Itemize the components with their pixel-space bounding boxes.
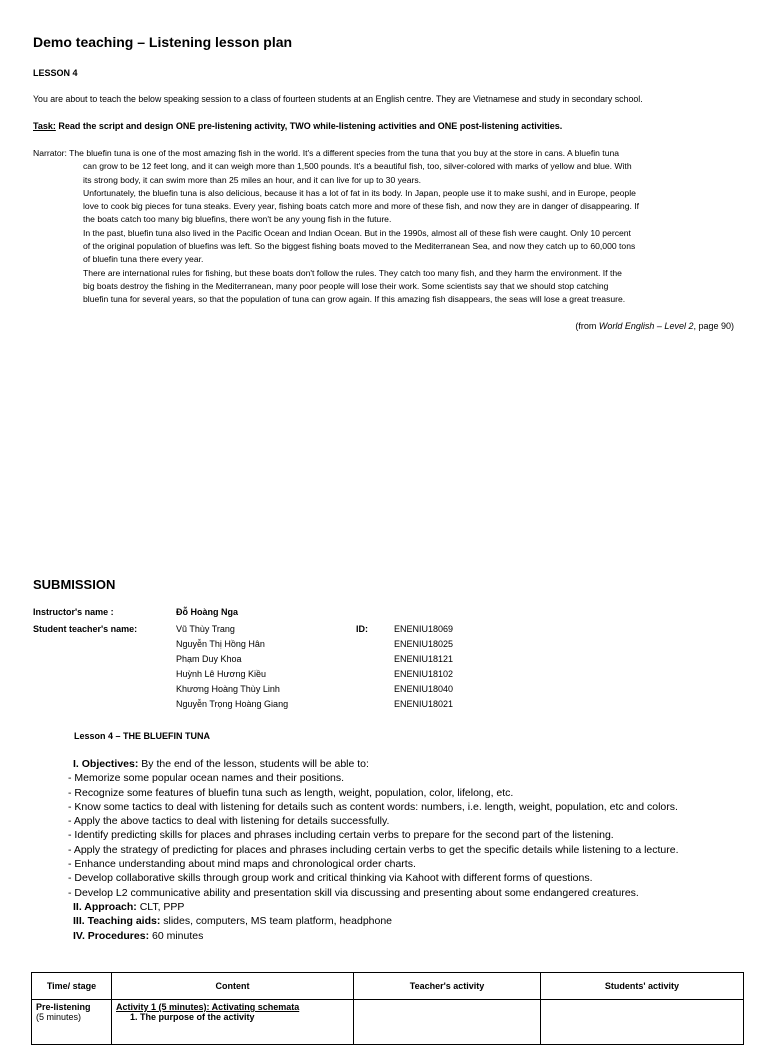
- narrator-line: Unfortunately, the bluefin tuna is also delicious, because it has a lot of fat in its body. In Japan, people use it to make sushi, and in Europe, people: [83, 187, 636, 198]
- task-label: Task:: [33, 121, 56, 131]
- instructor-name: Đỗ Hoàng Nga: [176, 607, 238, 617]
- table-header: Content: [112, 973, 354, 1000]
- procedures-label: IV. Procedures:: [73, 929, 150, 942]
- narrator-line: love to cook big pieces for tuna steaks. Every year, fishing boats catch more and more of these fish, and now they are in danger of disappearing. If: [83, 201, 640, 212]
- narrator-line: the boats catch too many big bluefins, there won't be any young fish in the future.: [83, 214, 392, 225]
- citation: (from World English – Level 2, page 90): [575, 321, 734, 331]
- narrator-label: Narrator:: [33, 148, 67, 158]
- student-id: ENENIU18021: [394, 699, 454, 709]
- narrator-line: There are international rules for fishing, but these boats don't follow the rules. They catch too many fish, and they harm the environment. If the: [83, 267, 622, 278]
- task-statement: [33, 121, 562, 131]
- approach-line: II. Approach: CLT, PPP: [73, 900, 185, 913]
- narrator-line: of bluefin tuna there every year.: [83, 254, 204, 265]
- table-header: Teacher's activity: [354, 973, 541, 1000]
- student-name: Phạm Duy Khoa: [176, 654, 242, 664]
- table-header: Students' activity: [541, 973, 744, 1000]
- student-name: Khương Hoàng Thùy Linh: [176, 684, 280, 694]
- activity-title: Activity 1 (5 minutes): Activating schemata: [116, 1002, 300, 1012]
- stage-time: (5 minutes): [36, 1012, 82, 1022]
- narrator-script: [33, 147, 743, 307]
- student-id: ENENIU18102: [394, 669, 454, 679]
- narrator-line: In the past, bluefin tuna also lived in the Pacific Ocean and Indian Ocean. But in the 1990s, almost all of these fish were caught. Only 10 percent: [83, 227, 631, 238]
- objective-item: - Know some tactics to deal with listening for details such as content words: numbers, i.e. length, weight, population, etc and colors.: [68, 800, 678, 813]
- lesson-label: LESSON 4: [33, 68, 78, 78]
- approach-label: II. Approach:: [73, 900, 137, 913]
- citation-book: World English – Level 2: [598, 321, 694, 331]
- table-header: Time/ stage: [32, 973, 112, 1000]
- objective-item: - Memorize some popular ocean names and their positions.: [68, 772, 345, 785]
- table-row: [32, 1000, 744, 1045]
- activity-item: 1. The purpose of the activity: [130, 1012, 255, 1022]
- content-cell: [112, 1000, 354, 1045]
- id-label: ID:: [356, 624, 368, 634]
- objective-item: - Recognize some features of bluefin tuna such as length, weight, population, color, lifelong, etc.: [68, 786, 514, 799]
- narrator-line: Narrator: The bluefin tuna is one of the most amazing fish in the world. It's a different species from the tuna that you buy at the store in cans. A bluefin tuna: [33, 148, 620, 158]
- aids-line: III. Teaching aids: slides, computers, MS team platform, headphone: [73, 915, 393, 928]
- student-id: ENENIU18040: [394, 684, 454, 694]
- objective-item: - Develop L2 communicative ability and presentation skill via discussing and presenting about some endangered creatures.: [68, 886, 639, 899]
- intro-text: You are about to teach the below speaking session to a class of fourteen students at an English centre. They are Vietnamese and study in secondary school.: [33, 94, 643, 104]
- submission-heading: SUBMISSION: [33, 577, 116, 592]
- stage-label: Pre-listening: [36, 1002, 91, 1012]
- objective-item: - Apply the strategy of predicting for places and phrases including certain verbs to get the specific details while listening to a lecture.: [68, 843, 679, 856]
- student-id: ENENIU18025: [394, 639, 454, 649]
- procedures-line: IV. Procedures: 60 minutes: [73, 929, 204, 942]
- student-id: ENENIU18121: [394, 654, 454, 664]
- student-name: Nguyễn Thị Hồng Hân: [176, 639, 265, 649]
- narrator-line: of the original population of bluefins was left. So the biggest fishing boats moved to the Mediterranean Sea, and now they catch up to 60,000 tons: [83, 241, 636, 252]
- student-name: Huỳnh Lê Hương Kiều: [176, 669, 266, 679]
- page-title: Demo teaching – Listening lesson plan: [33, 34, 293, 50]
- narrator-line: its strong body, it can swim more than 25 miles an hour, and it can live for up to 30 years.: [83, 174, 422, 185]
- aids-label: III. Teaching aids:: [73, 915, 161, 928]
- objectives-section: [68, 757, 679, 943]
- narrator-line: can grow to be 12 feet long, and it can weigh more than 1,500 pounds. It's a beautiful fish, too, silver-colored with marks of yellow and blue. With: [83, 161, 632, 172]
- narrator-line: bluefin tuna for several years, so that the population of tuna can grow again. If this amazing fish disappears, the seas will lose a great treasure.: [83, 294, 626, 305]
- student-label: Student teacher's name:: [33, 624, 138, 634]
- table-header-row: [32, 973, 744, 1000]
- student-id: ENENIU18069: [394, 624, 454, 634]
- objective-item: - Enhance understanding about mind maps and chronological order charts.: [68, 858, 416, 871]
- student-cell: [541, 1000, 744, 1045]
- stage-cell: [32, 1000, 112, 1045]
- student-name: Vũ Thùy Trang: [176, 624, 235, 634]
- narrator-line: big boats destroy the fishing in the Mediterranean, many poor people will lose their work. Some scientists say that we should stop catching: [83, 280, 609, 291]
- student-name: Nguyễn Trọng Hoàng Giang: [176, 699, 289, 709]
- teacher-cell: [354, 1000, 541, 1045]
- objective-item: - Develop collaborative skills through group work and critical thinking via Kahoot with different forms of questions.: [68, 872, 593, 885]
- task-text: Read the script and design ONE pre-listening activity, TWO while-listening activities and ONE post-listening activities.: [55, 121, 563, 131]
- procedures-table: [31, 972, 744, 1045]
- instructor-label: Instructor's name :: [33, 607, 114, 617]
- objective-item: - Identify predicting skills for places and phrases including certain verbs to prepare for the second part of the listening.: [68, 829, 614, 842]
- objective-item: - Apply the above tactics to deal with listening for details successfully.: [68, 815, 390, 828]
- objectives-heading: I. Objectives: By the end of the lesson, students will be able to:: [73, 758, 369, 770]
- objectives-label: I. Objectives:: [73, 758, 139, 770]
- lesson-title: Lesson 4 – THE BLUEFIN TUNA: [74, 731, 211, 741]
